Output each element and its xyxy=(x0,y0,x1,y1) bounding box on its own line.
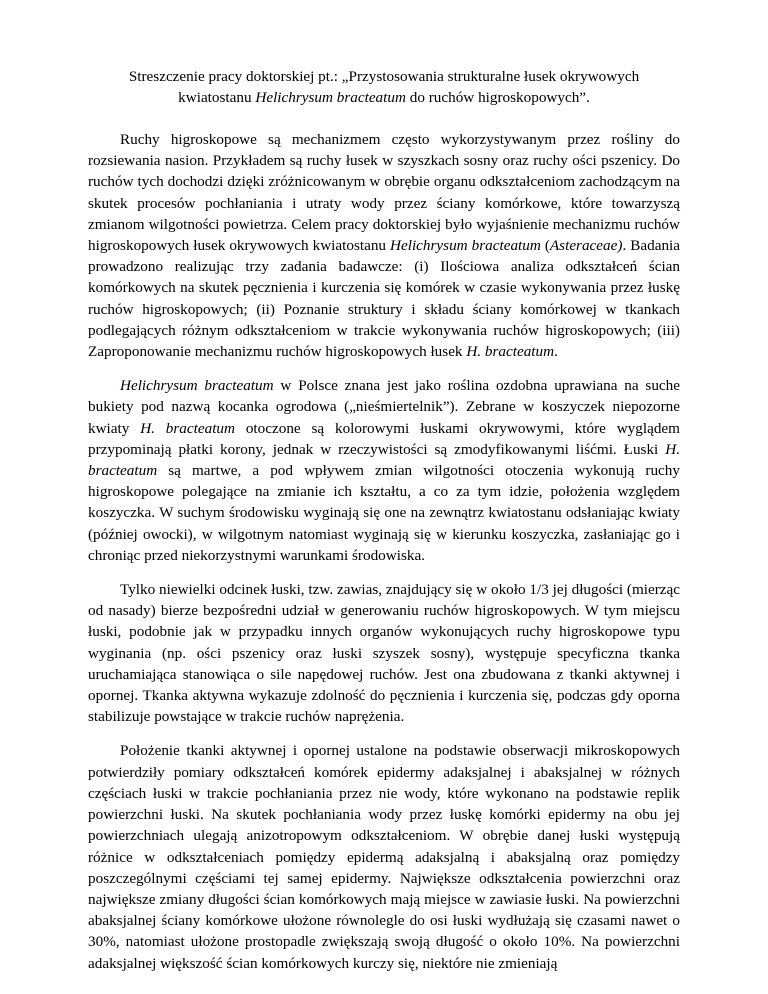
italic-text-run: H. bracteatum xyxy=(88,440,680,480)
title-line-2-pre: kwiatostanu xyxy=(178,89,256,106)
text-run: w Polsce znana jest jako roślina ozdobna uprawiana na suche bukiety pod nazwą kocanka ogrodowa („nieśmiertelnik”). Zebrane w koszyczek niepozorne kwiaty xyxy=(88,377,681,437)
italic-text-run: Helichrysum bracteatum xyxy=(120,377,274,395)
italic-text-run: Helichrysum bracteatum xyxy=(390,237,541,255)
paragraph xyxy=(88,129,680,362)
paragraph xyxy=(88,740,680,973)
text-run: . xyxy=(554,343,558,361)
italic-text-run: Asteraceae) xyxy=(549,237,623,255)
text-run: są martwe, a pod wpływem zmian wilgotności otoczenia wykonują ruchy higroskopowe polegające na zmianie ich kształtu, a co za tym idzie, położenia względem koszyczka. W suchym środowisku wyginają się one na zewnątrz kwiatostanu odsłaniając kwiaty (później owocki), w wilgotnym natomiast wyginają się w kierunku koszyczka, zasłaniając go i chroniąc przed niekorzystnymi warunkami środowiska. xyxy=(88,462,680,564)
text-run: Ruchy higroskopowe są mechanizmem często wykorzystywanym przez rośliny do rozsiewania nasion. Przykładem są ruchy łusek w szyszkach sosny oraz ruchy ości pszenicy. Do ruchów tych dochodzi dzięki zróżnicowanym w obrębie organu odkształceniom zachodzącym na skutek procesów pochłaniania i utraty wody przez ściany komórkowe, które towarzyszą zmianom wilgotności powietrza. Celem pracy doktorskiej było wyjaśnienie mechanizmu ruchów higroskopowych łusek okrywowych kwiatostanu xyxy=(88,131,680,255)
document-title xyxy=(88,66,680,108)
paragraph xyxy=(88,579,680,727)
italic-text-run: H. bracteatum xyxy=(140,419,235,437)
italic-text-run: H. bracteatum xyxy=(466,343,555,361)
text-run: Tylko niewielki odcinek łuski, tzw. zawias, znajdujący się w około 1/3 jej długości (mierząc od nasady) bierze bezpośredni udział w generowaniu ruchów higroskopowych. W tym miejscu łuski, podobnie jak w przypadku innych organów wykonujących ruchy higroskopowe typu wyginania (np. ości pszenicy oraz łuski szyszek sosny), występuje specyficzna tkanka uruchamiająca stanowiąca o sile napędowej ruchów. Jest ona zbudowana z tkanki aktywnej i opornej. Tkanka aktywna wykazuje zdolność do pęcznienia i kurczenia się, podczas gdy oporna stabilizuje powstające w trakcie ruchów naprężenia. xyxy=(88,581,680,726)
title-line-1: Streszczenie pracy doktorskiej pt.: „Przystosowania strukturalne łusek okrywowych xyxy=(128,68,640,85)
text-run: otoczone są kolorowymi łuskami okrywowymi, które wyglądem przypominają płatki korony, jednak w rzeczywistości są zmodyfikowanymi liśćmi. Łuski xyxy=(88,419,680,458)
title-line-2-post: do ruchów higroskopowych”. xyxy=(405,89,590,106)
document-body xyxy=(88,129,680,974)
document-page xyxy=(88,66,680,974)
text-run: Położenie tkanki aktywnej i opornej ustalone na podstawie obserwacji mikroskopowych potwierdziły pomiary odkształceń komórek epidermy adaksjalnej i abaksjalnej w różnych częściach łuski w trakcie pochłaniania przez nie wody, które wykonano na podstawie replik powierzchni łuski. Na skutek pochłaniania wody przez łuskę komórki epidermy na obu jej powierzchniach ulegają anizotropowym odkształceniom. W obrębie danej łuski występują różnice w odkształceniach pomiędzy epidermą adaksjalną i abaksjalną oraz pomiędzy poszczególnymi częściami tej samej epidermy. Największe odkształcenia powierzchni oraz największe zmiany długości ścian komórkowych mają miejsce w zawiasie łuski. Na powierzchni abaksjalnej ściany komórkowe ułożone równolegle do osi łuski wydłużają się czasami nawet o 30%, natomiast ułożone prostopadle zwiększają swoją długość o około 10%. Na powierzchni adaksjalnej większość ścian komórkowych kurczy się, niektóre nie zmieniają xyxy=(88,742,680,972)
text-run: ( xyxy=(540,237,550,255)
text-run: . Badania prowadzono realizując trzy zadania badawcze: (i) Ilościowa analiza odkształceń ścian komórkowych na skutek pęcznienia i kurczenia się komórek w czasie wykonywania przez łuskę ruchów higroskopowych; (ii) Poznanie struktury i składu ściany komórkowej w tkankach podlegających różnym odkształceniom w trakcie wykonywania ruchów higroskopowych; (iii) Zaproponowanie mechanizmu ruchów higroskopowych łusek xyxy=(88,237,681,361)
title-species-name: Helichrysum bracteatum xyxy=(255,89,406,106)
paragraph xyxy=(88,375,680,566)
